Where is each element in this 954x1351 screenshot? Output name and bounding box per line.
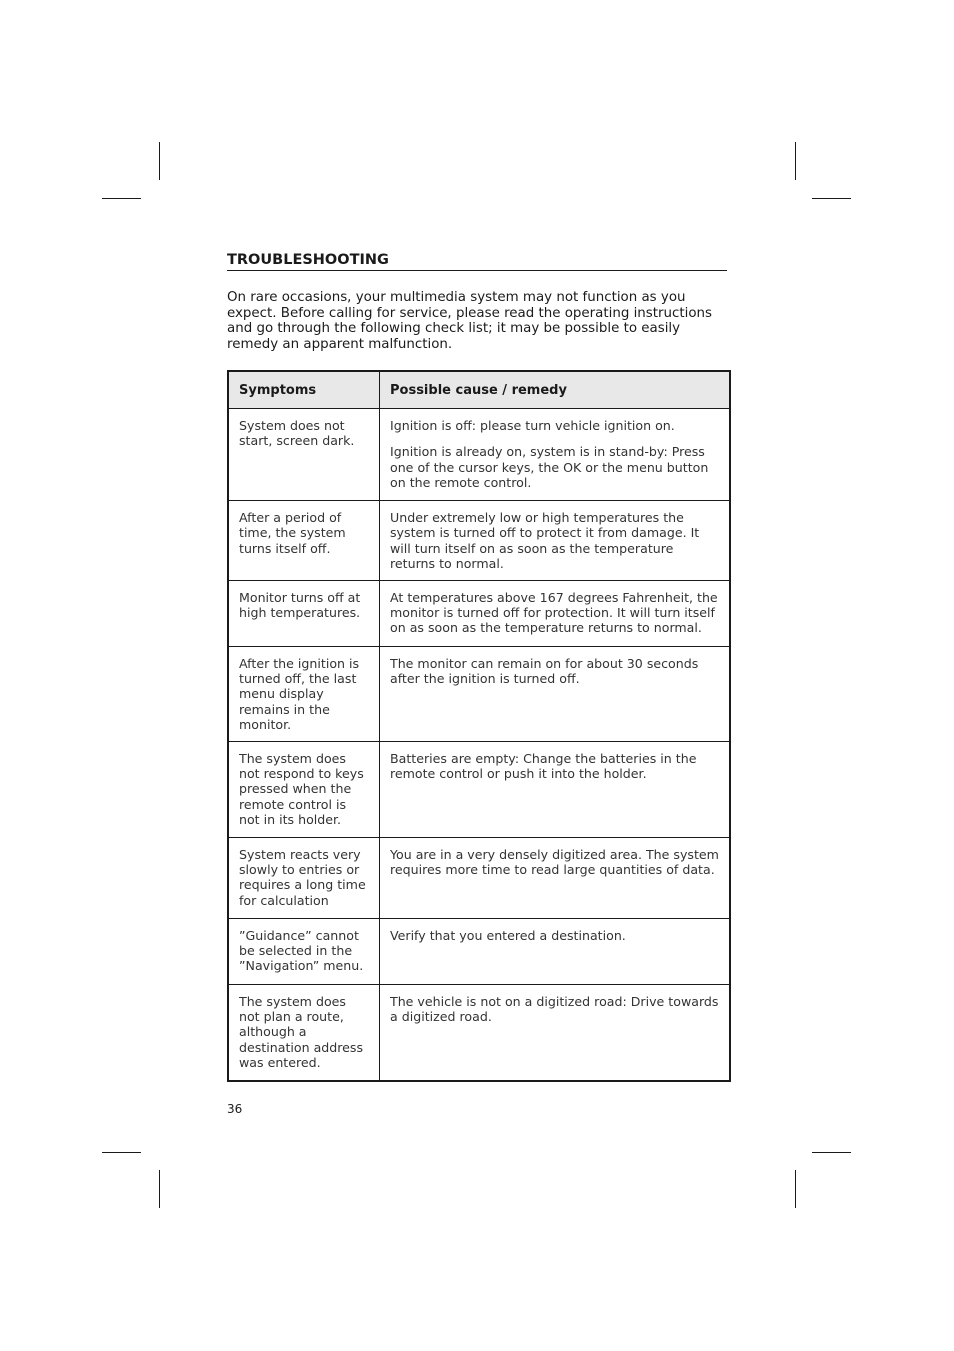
remedy-text: You are in a very densely digitized area. The system requires more time to read large quantities of data. <box>390 846 719 878</box>
table-row <box>228 741 730 837</box>
remedy-text: At temperatures above 167 degrees Fahrenheit, the monitor is turned off for protection. It will turn itself on as soon as the temperature returns to normal. <box>390 589 718 636</box>
header-symptoms: Symptoms <box>228 371 380 409</box>
remedy-cell <box>380 409 731 501</box>
crop-mark-top-right-vertical <box>795 142 796 180</box>
symptom-cell: System does not start, screen dark. <box>228 409 380 501</box>
symptom-cell: ”Guidance” cannot be selected in the ”Navigation” menu. <box>228 918 380 984</box>
crop-mark-bottom-left-horizontal <box>102 1152 141 1153</box>
remedy-cell <box>380 580 731 646</box>
remedy-text: Under extremely low or high temperatures the system is turned off to protect it from damage. It will turn itself on as soon as the temperature returns to normal. <box>390 510 700 572</box>
remedy-cell <box>380 837 731 918</box>
remedy-cell <box>380 918 731 984</box>
remedy-text: Verify that you entered a destination. <box>390 927 626 943</box>
remedy-text: Batteries are empty: Change the batteries in the remote control or push it into the holder. <box>390 750 697 782</box>
remedy-cell <box>380 501 731 581</box>
page-number: 36 <box>227 1102 243 1116</box>
remedy-text: Ignition is already on, system is in stand-by: Press one of the cursor keys, the OK or the menu button on the remote control. <box>390 444 709 491</box>
header-cause-remedy: Possible cause / remedy <box>380 371 731 409</box>
remedy-text: The monitor can remain on for about 30 seconds after the ignition is turned off. <box>390 655 699 687</box>
crop-mark-top-left-horizontal <box>102 198 141 199</box>
remedy-text: The vehicle is not on a digitized road: Drive towards a digitized road. <box>390 993 719 1025</box>
table-header-row <box>228 371 730 409</box>
table-row <box>228 837 730 918</box>
symptom-cell: System reacts very slowly to entries or requires a long time for calculation <box>228 837 380 918</box>
table-row <box>228 501 730 581</box>
table-row <box>228 984 730 1081</box>
remedy-cell <box>380 741 731 837</box>
table-row <box>228 646 730 741</box>
symptom-cell: The system does not plan a route, although a destination address was entered. <box>228 984 380 1081</box>
table-row <box>228 409 730 501</box>
section-title: TROUBLESHOOTING <box>227 251 727 271</box>
table-row <box>228 580 730 646</box>
crop-mark-bottom-right-vertical <box>795 1170 796 1208</box>
crop-mark-bottom-left-vertical <box>159 1170 160 1208</box>
table-row <box>228 918 730 984</box>
remedy-cell <box>380 646 731 741</box>
troubleshooting-table <box>227 370 731 1082</box>
crop-mark-top-left-vertical <box>159 142 160 180</box>
symptom-cell: Monitor turns off at high temperatures. <box>228 580 380 646</box>
intro-paragraph: On rare occasions, your multimedia system may not function as you expect. Before calling for service, please read the operating instructions and go through the following check list; it may be possible to easily remedy an apparent malfunction. <box>227 290 712 352</box>
symptom-cell: After a period of time, the system turns itself off. <box>228 501 380 581</box>
symptom-cell: The system does not respond to keys pressed when the remote control is not in its holder. <box>228 741 380 837</box>
remedy-cell <box>380 984 731 1081</box>
crop-mark-bottom-right-horizontal <box>812 1152 851 1153</box>
crop-mark-top-right-horizontal <box>812 198 851 199</box>
remedy-text: Ignition is off: please turn vehicle ignition on. <box>390 418 675 433</box>
symptom-cell: After the ignition is turned off, the last menu display remains in the monitor. <box>228 646 380 741</box>
